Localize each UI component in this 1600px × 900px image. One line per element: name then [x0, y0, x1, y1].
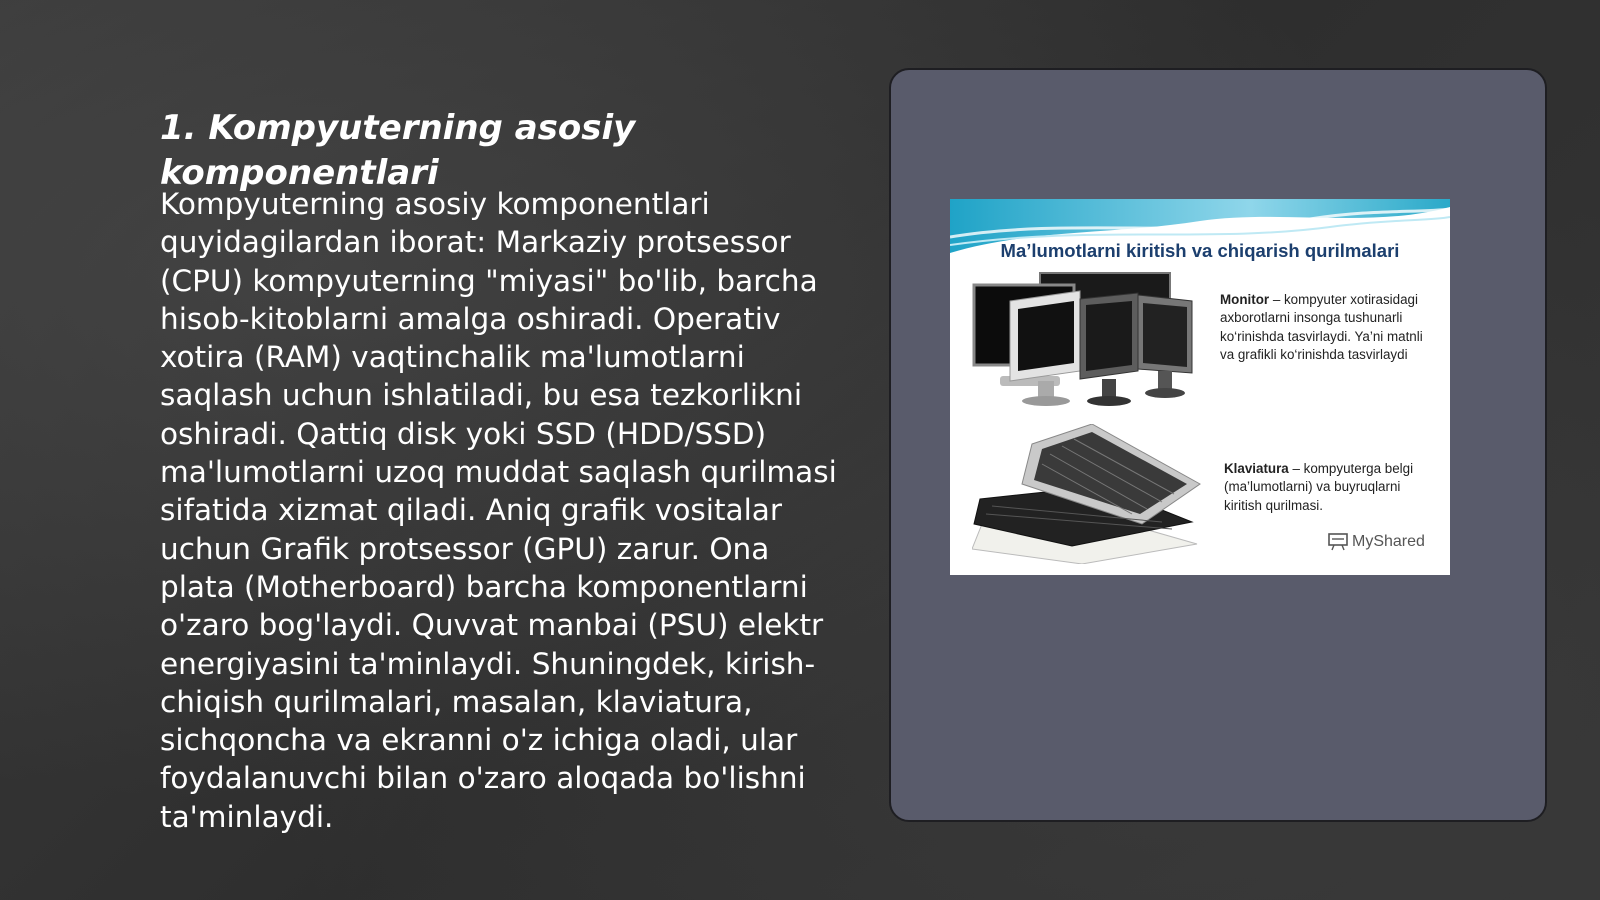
slide-picture	[950, 199, 1450, 575]
monitors-illustration	[970, 271, 1200, 416]
keyboard-description	[1224, 460, 1429, 515]
picture-heading: Ma’lumotlarni kiritish va chiqarish qurilmalari	[1000, 240, 1400, 261]
monitor-description	[1220, 291, 1435, 364]
watermark-text: MyShared	[1352, 533, 1425, 550]
monitor-term: Monitor	[1220, 292, 1270, 307]
monitor-text: – kompyuter xotirasidagi axborotlarni insonga tushunarli ko‘rinishda tasvirlaydi. Ya’ni matnli va grafikli ko‘rinishda tasvirlaydi	[1220, 292, 1423, 362]
slide-title: 1. Kompyuterning asosiy komponentlari	[160, 108, 636, 193]
keyboard-term: Klaviatura	[1224, 461, 1289, 476]
watermark-logo	[1328, 533, 1425, 551]
slide-body-text: Kompyuterning asosiy komponentlari quyidagilardan iborat: Markaziy protsessor (CPU) kompyuterning "miyasi" bo'lib, barcha hisob-kitoblarni amalga oshiradi. Operativ xotira (RAM) vaqtinchalik ma'lumotlarni saqlash uchun ishlatiladi, bu esa tezkorlikni oshiradi. Qattiq disk yoki SSD (HDD/SSD) ma'lumotlarni uzoq muddat saqlash qurilmasi sifatida xizmat qiladi. Aniq grafik vositalar uchun Grafik protsessor (GPU) zarur. Ona plata (Motherboard) barcha komponentlarni o'zaro bog'laydi. Quvvat manbai (PSU) elektr energiyasini ta'minlaydi. Shuningdek, kirish-chiqish qurilmalari, masalan, klaviatura, sichqoncha va ekranni o'z ichiga oladi, ular foydalanuvchi bilan o'zaro aloqada bo'lishni ta'minlaydi.	[160, 187, 837, 834]
keyboards-illustration	[972, 424, 1202, 564]
keyboard-text: – kompyuterga belgi (ma’lumotlarni) va buyruqlarni kiritish qurilmasi.	[1224, 461, 1414, 513]
presentation-icon	[1328, 533, 1348, 551]
